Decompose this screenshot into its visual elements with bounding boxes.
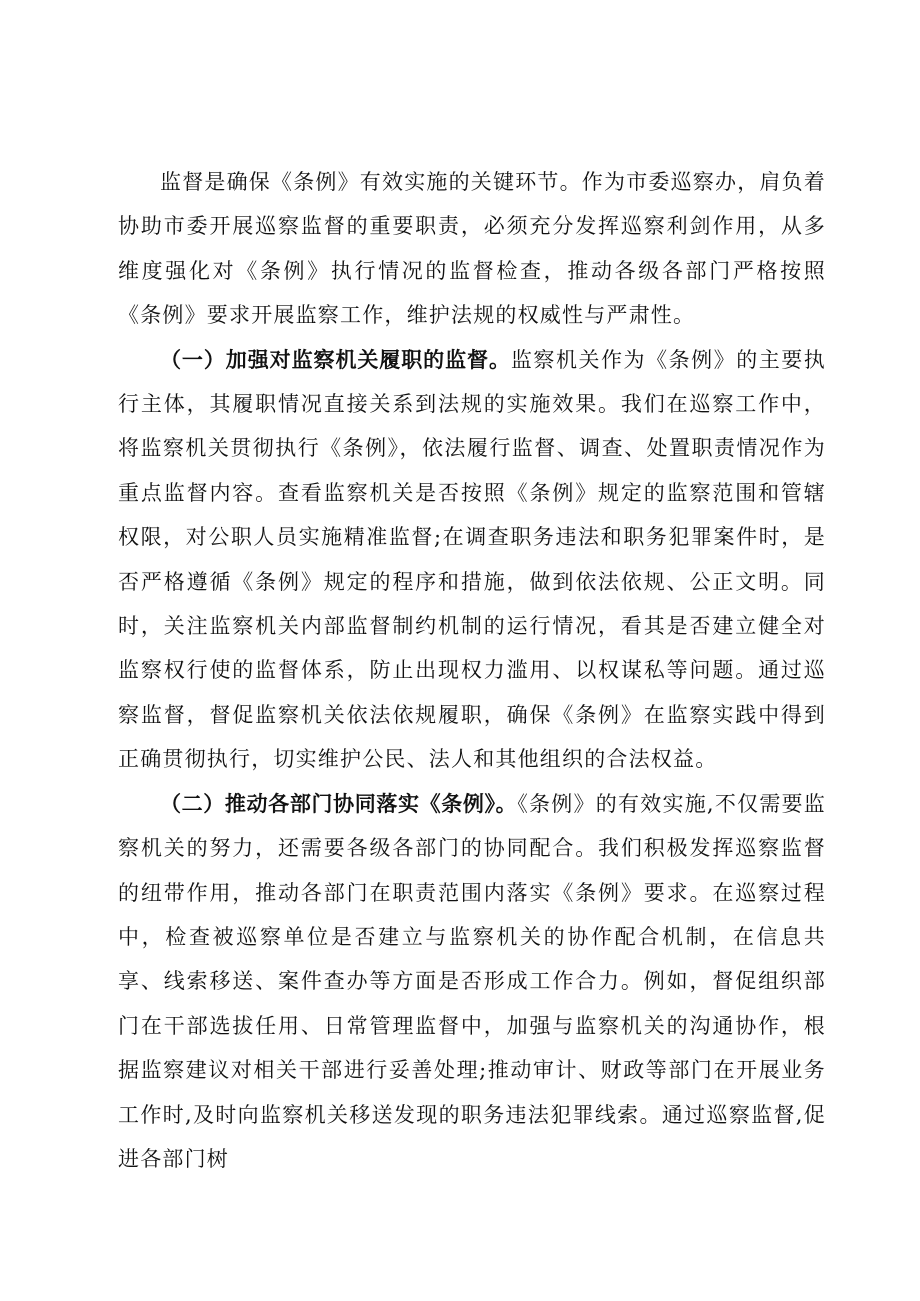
section-2-text: 《条例》的有效实施,不仅需要监察机关的努力，还需要各级各部门的协同配合。我们积极发挥巡察监督的纽带作用，推动各部门在职责范围内落实《条例》要求。在巡察过程中，检查被巡察单位是否建立与监察机关的协作配合机制，在信息共享、线索移送、案件查办等方面是否形成工作合力。例如，督促组织部门在干部选拔任用、日常管理监督中，加强与监察机关的沟通协作，根据监察建议对相关干部进行妥善处理;推动审计、财政等部门在开展业务工作时,及时向监察机关移送发现的职务违法犯罪线索。通过巡察监督,促进各部门树 bbox=[118, 791, 826, 1171]
document-body bbox=[118, 160, 826, 1181]
paragraph-intro bbox=[118, 160, 826, 338]
paragraph-intro-text: 监督是确保《条例》有效实施的关键环节。作为市委巡察办，肩负着协助市委开展巡察监督的重要职责，必须充分发挥巡察利剑作用，从多维度强化对《条例》执行情况的监督检查，推动各级各部门严格按照《条例》要求开展监察工作，维护法规的权威性与严肃性。 bbox=[118, 170, 826, 328]
section-1-text: 监察机关作为《条例》的主要执行主体，其履职情况直接关系到法规的实施效果。我们在巡察工作中，将监察机关贯彻执行《条例》，依法履行监督、调查、处置职责情况作为重点监督内容。查看监察机关是否按照《条例》规定的监察范围和管辖权限，对公职人员实施精准监督;在调查职务违法和职务犯罪案件时，是否严格遵循《条例》规定的程序和措施，做到依法依规、公正文明。同时，关注监察机关内部监督制约机制的运行情况，看其是否建立健全对监察权行使的监督体系，防止出现权力滥用、以权谋私等问题。通过巡察监督，督促监察机关依法依规履职，确保《条例》在监察实践中得到正确贯彻执行，切实维护公民、法人和其他组织的合法权益。 bbox=[118, 347, 826, 772]
paragraph-section-1 bbox=[118, 338, 826, 782]
section-2-heading: （二）推动各部门协同落实《条例》。 bbox=[160, 791, 518, 816]
paragraph-section-2 bbox=[118, 782, 826, 1182]
section-1-heading: （一）加强对监察机关履职的监督。 bbox=[160, 347, 511, 372]
